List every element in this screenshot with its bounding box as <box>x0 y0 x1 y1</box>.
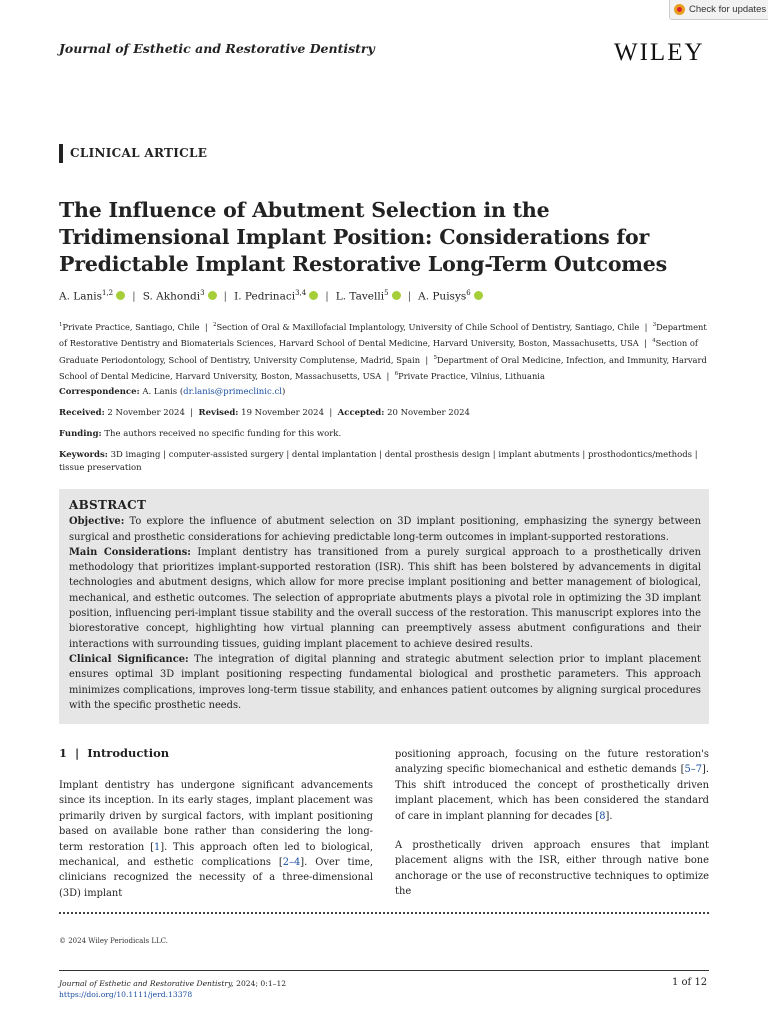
author-item[interactable]: I. Pedrinaci$^{3,4}$ <box>234 289 307 303</box>
abstract-clinical: Clinical Significance: The integration of digital planning and strategic abutment selection prior to implant placement ensures optimal 3D implant positioning respecting fundamental biological and prosthetic parameters. This approach minimizes complications, improves long-term tissue stability, and enhances patient outcomes by aligning surgical procedures with the specific prosthetic needs. <box>69 653 701 711</box>
author-item[interactable]: A. Lanis$^{1,2}$ <box>59 289 114 303</box>
keywords: Keywords: 3D imaging | computer-assisted surgery | dental implantation | dental prosthesis design | implant abutments | prosthodontics/methods | tissue preservation <box>59 450 698 473</box>
author-item[interactable]: L. Tavelli$^5$ <box>335 289 389 303</box>
author-item[interactable]: A. Puisys$^6$ <box>418 289 471 303</box>
intro-left-column: Implant dentistry has undergone significant advancements since its inception. In its early stages, implant placement was primarily driven by surgical factors, with implant positioning based on available bone rather than considering the long-term restoration [1]. This approach often led to biological, mechanical, and esthetic complications [2–4]. Over time, clinicians recognized the necessity of a three-dimensional (3D) implant <box>59 780 373 899</box>
correspondence-email-link[interactable]: dr.lanis@primeclinic.cl <box>183 387 282 397</box>
dates: Received: 2 November 2024 | Revised: 19 November 2024 | Accepted: 20 November 2024 <box>59 408 470 418</box>
copyright: © 2024 Wiley Periodicals LLC. <box>59 937 168 945</box>
orcid-icon[interactable] <box>392 291 401 300</box>
footer-citation: Journal of Esthetic and Restorative Dentistry, 2024; 0:1–12 <box>59 979 287 988</box>
abstract-objective: Objective: To explore the influence of abutment selection on 3D implant positioning, emphasizing the synergy between surgical and prosthetic considerations for achieving predictable long-term outcomes in implant-supported restorations. <box>69 516 701 543</box>
citation-link[interactable]: 5–7 <box>684 764 702 776</box>
intro-paragraph: positioning approach, focusing on the future restoration's analyzing specific biomechanical and esthetic demands [5–7]. This shift introduced the concept of prosthetically driven implant placement, which has been considered the standard of care in implant planning for decades [8]. <box>395 749 709 822</box>
orcid-icon[interactable] <box>309 291 318 300</box>
section-heading: 1 | Introduction <box>59 746 170 760</box>
check-updates-label: Check for updates <box>689 4 767 15</box>
footnote-divider <box>59 912 709 914</box>
author-item[interactable]: S. Akhondi$^3$ <box>142 289 205 303</box>
footer-rule <box>59 970 709 971</box>
orcid-icon[interactable] <box>208 291 217 300</box>
article-title: The Influence of Abutment Selection in the Tridimensional Implant Position: Considerations for Predictable Implant Restorative Long-Term Outcomes <box>59 198 667 276</box>
funding: Funding: The authors received no specific funding for this work. <box>59 429 342 439</box>
citation-link[interactable]: 8 <box>599 810 606 822</box>
crossmark-icon <box>674 4 685 15</box>
citation-link[interactable]: 1 <box>153 841 161 853</box>
author-list: A. Lanis$^{1,2}$ | S. Akhondi$^3$ | I. Pedrinaci$^{3,4}$ | L. Tavelli$^5$ | A. Puisys$^6$ <box>59 289 483 303</box>
affiliations: $^1$Private Practice, Santiago, Chile | $^2$Section of Oral & Maxillofacial Implantology, University of Chile School of Dentistry, Santiago, Chile | $^3$Department of Restorative Dentistry and Biomaterials Sciences, Harvard School of Dental Medicine, Harvard University, Boston, Massachusetts, USA | $^4$Section of Graduate Periodontology, School of Dentistry, University Complutense, Madrid, Spain | $^5$Department of Oral Medicine, Infection, and Immunity, Harvard School of Dental Medicine, Harvard University, Boston, Massachusetts, USA | $^6$Private Practice, Vilnius, Lithuania <box>59 321 707 382</box>
journal-name: Journal of Esthetic and Restorative Dentistry <box>59 41 375 56</box>
intro-right-column <box>395 747 709 900</box>
abstract-box <box>59 489 709 724</box>
abstract-main: Main Considerations: Implant dentistry has transitioned from a purely surgical approach to a prosthetically driven methodology that prioritizes implant-supported restoration (ISR). This shift has been bolstered by advancements in digital technologies and abutment designs, which allow for more precise implant positioning and better management of biological, mechanical, and esthetic outcomes. The selection of appropriate abutments plays a pivotal role in optimizing the 3D implant position, influencing peri-implant tissue stability and the overall success of the restoration. This manuscript explores into the biorestorative concept, highlighting how virtual planning can preemptively assess abutment configurations and their interactions with surrounding tissues, guiding implant placement to achieve desired results. <box>69 546 701 650</box>
check-updates-button[interactable] <box>669 0 768 20</box>
citation-link[interactable]: 2–4 <box>282 857 301 869</box>
article-type: CLINICAL ARTICLE <box>70 146 208 160</box>
publisher-logo: WILEY <box>614 39 705 66</box>
doi-link[interactable]: https://doi.org/10.1111/jerd.13378 <box>59 990 193 999</box>
orcid-icon[interactable] <box>116 291 125 300</box>
abstract-heading: ABSTRACT <box>69 498 147 512</box>
correspondence: Correspondence: A. Lanis (dr.lanis@primeclinic.cl) <box>59 387 286 397</box>
intro-paragraph: A prosthetically driven approach ensures that implant placement aligns with the ISR, either through native bone anchorage or the use of reconstructive techniques to optimize the <box>395 840 709 898</box>
page-number: 1 of 12 <box>672 977 708 988</box>
orcid-icon[interactable] <box>474 291 483 300</box>
article-type-bar <box>59 144 63 163</box>
